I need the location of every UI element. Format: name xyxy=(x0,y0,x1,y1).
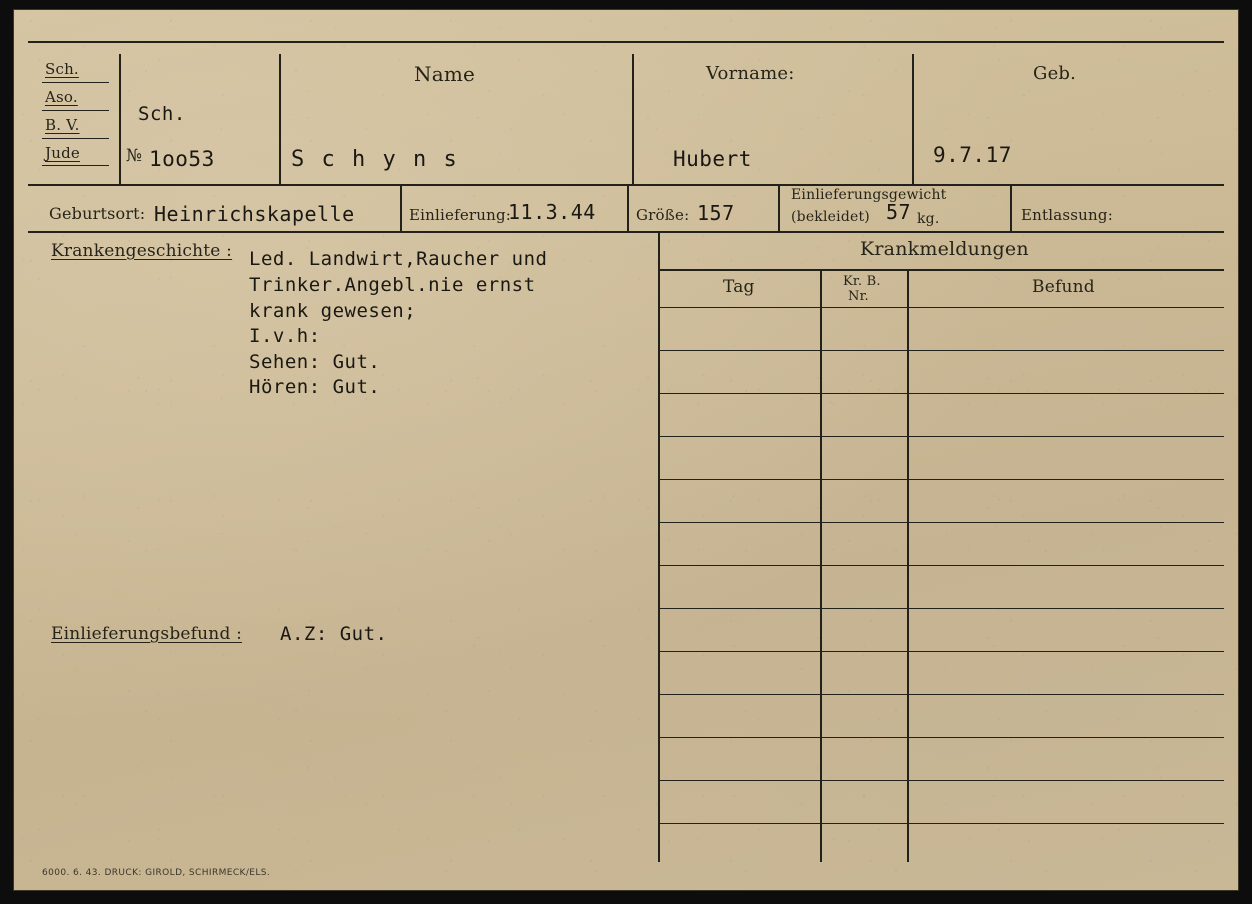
col-header-tag: Tag xyxy=(723,277,755,297)
vorname-value: Hubert xyxy=(673,147,752,171)
rule-top xyxy=(28,41,1224,43)
gewicht-unit: kg. xyxy=(917,211,940,227)
category-label-jude: Jude xyxy=(45,144,80,162)
name-value: S c h y n s xyxy=(291,147,459,172)
col-header-krb-line1: Kr. B. xyxy=(843,274,881,289)
category-label-sch: Sch. xyxy=(45,60,79,78)
table-row xyxy=(658,737,1224,738)
entlassung-label: Entlassung: xyxy=(1021,206,1113,224)
geburtsort-value: Heinrichskapelle xyxy=(154,202,355,226)
gewicht-label-line2: (bekleidet) xyxy=(791,209,870,225)
einlieferungsbefund-label: Einlieferungsbefund : xyxy=(51,624,243,644)
table-row xyxy=(658,393,1224,394)
rule-v-name xyxy=(632,54,634,184)
table-row xyxy=(658,479,1224,480)
table-row xyxy=(658,651,1224,652)
col-header-befund: Befund xyxy=(1032,277,1095,297)
rule-cat-4 xyxy=(42,165,109,166)
rule-cat-1 xyxy=(42,82,109,83)
column-header-name: Name xyxy=(414,62,476,86)
column-header-geb: Geb. xyxy=(1033,63,1077,84)
rule-v-r2-4 xyxy=(1010,184,1012,232)
rule-v-r2-2 xyxy=(627,184,629,232)
krankengeschichte-line-1: Led. Landwirt,Raucher und xyxy=(249,248,548,270)
einlieferungsbefund-value: A.Z: Gut. xyxy=(280,623,388,645)
col-header-krb-line2: Nr. xyxy=(848,289,869,304)
rule-cat-2 xyxy=(42,110,109,111)
column-header-vorname: Vorname: xyxy=(706,63,795,84)
krankmeldungen-title: Krankmeldungen xyxy=(860,238,1029,260)
rule-under-row2 xyxy=(28,231,1224,233)
rule-v-r2-1 xyxy=(400,184,402,232)
rule-krankmeldungen-title xyxy=(658,269,1224,271)
table-row xyxy=(658,694,1224,695)
groesse-label: Größe: xyxy=(636,206,690,224)
krankengeschichte-line-3: krank gewesen; xyxy=(249,300,417,322)
rule-v-category xyxy=(119,54,121,184)
category-label-bv: B. V. xyxy=(45,116,80,134)
krankengeschichte-line-2: Trinker.Angebl.nie ernst xyxy=(249,274,536,296)
table-row xyxy=(658,350,1224,351)
table-row xyxy=(658,608,1224,609)
rule-v-r2-3 xyxy=(778,184,780,232)
table-row xyxy=(658,436,1224,437)
krankengeschichte-line-4: I.v.h: xyxy=(249,325,321,347)
einlieferung-label: Einlieferung: xyxy=(409,206,512,224)
rule-v-number xyxy=(279,54,281,184)
einlieferung-value: 11.3.44 xyxy=(508,200,596,224)
rule-v-vorname xyxy=(912,54,914,184)
gewicht-label-line1: Einlieferungsgewicht xyxy=(791,187,947,203)
krankengeschichte-line-6: Hören: Gut. xyxy=(249,376,381,398)
prisoner-number-value: 1oo53 xyxy=(149,147,215,171)
category-label-aso: Aso. xyxy=(45,88,78,106)
table-row xyxy=(658,522,1224,523)
rule-v-table-left xyxy=(658,231,660,862)
table-row xyxy=(658,307,1224,308)
number-prefix: № xyxy=(126,146,143,166)
rule-under-header xyxy=(28,184,1224,186)
prisoner-medical-card xyxy=(14,10,1238,890)
gewicht-value: 57 xyxy=(886,200,912,224)
table-row xyxy=(658,780,1224,781)
table-row xyxy=(658,823,1224,824)
krankengeschichte-label: Krankengeschichte : xyxy=(51,241,233,261)
groesse-value: 157 xyxy=(697,201,735,225)
geburtsort-label: Geburtsort: xyxy=(49,204,146,223)
krankengeschichte-line-5: Sehen: Gut. xyxy=(249,351,381,373)
category-mark-value: Sch. xyxy=(138,103,186,125)
rule-cat-3 xyxy=(42,138,109,139)
table-row xyxy=(658,565,1224,566)
printer-imprint: 6000. 6. 43. DRUCK: GIROLD, SCHIRMECK/ELS. xyxy=(42,868,271,878)
geb-value: 9.7.17 xyxy=(933,143,1012,167)
